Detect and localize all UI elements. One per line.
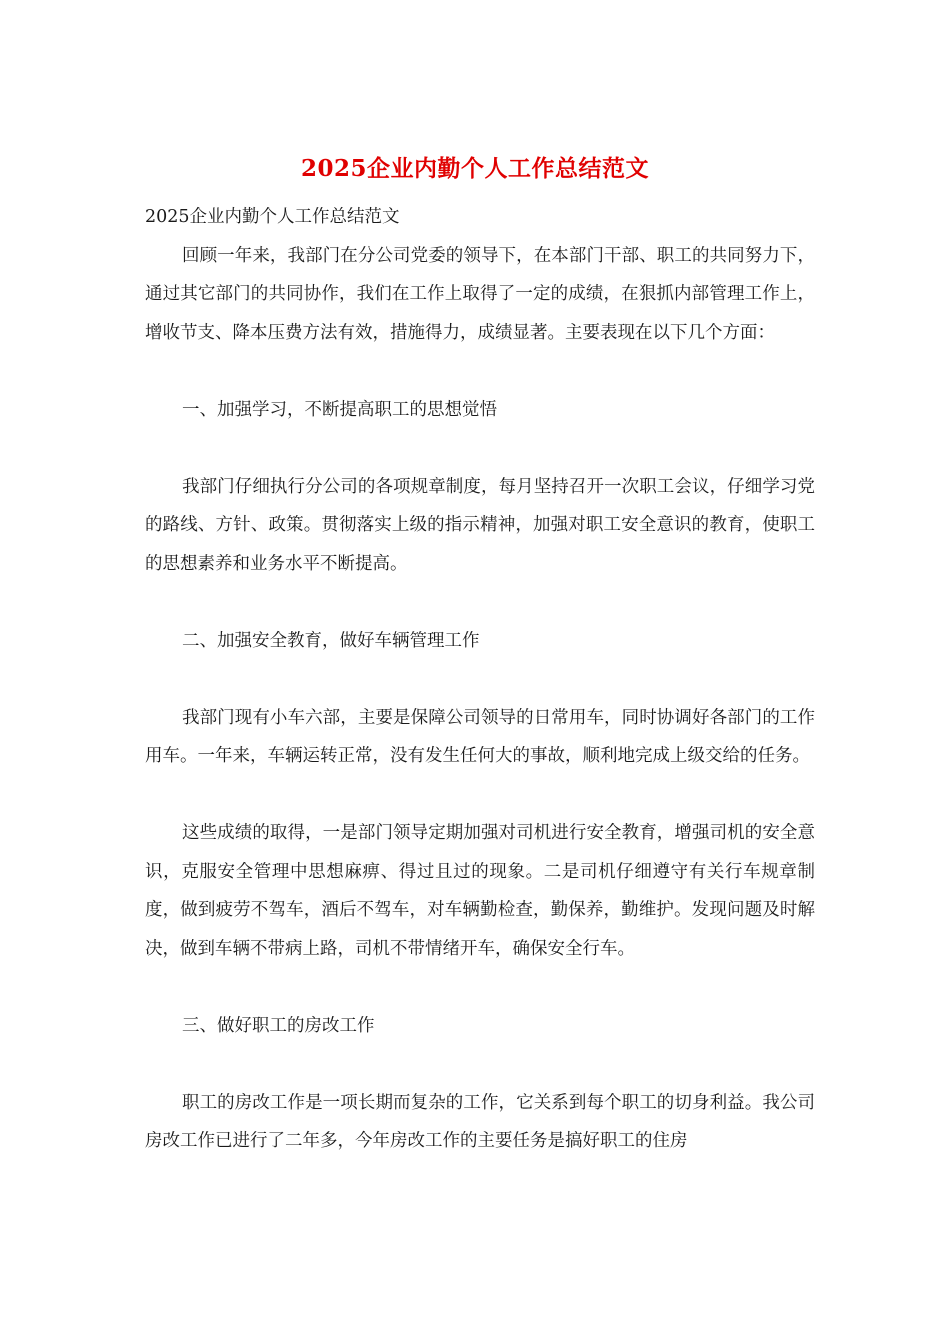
intro-paragraph: 回顾一年来，我部门在分公司党委的领导下，在本部门干部、职工的共同努力下，通过其它部门的共同协作，我们在工作上取得了一定的成绩，在狠抓内部管理工作上，增收节支、降本压费方法有效，措施得力，成绩显著。主要表现在以下几个方面： <box>145 245 815 343</box>
document-title: 2025企业内勤个人工作总结范文 <box>300 155 649 182</box>
spacer <box>145 776 815 815</box>
section-3-paragraph-1: 职工的房改工作是一项长期而复杂的工作，它关系到每个职工的切身利益。我公司房改工作已进行了二年多，今年房改工作的主要任务是搞好职工的住房 <box>145 1092 815 1151</box>
section-heading-1: 一、加强学习，不断提高职工的思想觉悟 <box>182 399 497 420</box>
section-heading-2: 二、加强安全教育，做好车辆管理工作 <box>182 630 480 651</box>
spacer <box>145 1045 815 1084</box>
spacer <box>145 968 815 1007</box>
spacer <box>145 429 815 468</box>
section-2-paragraph-2: 这些成绩的取得，一是部门领导定期加强对司机进行安全教育，增强司机的安全意识，克服安全管理中思想麻痹、得过且过的现象。二是司机仔细遵守有关行车规章制度，做到疲劳不驾车，酒后不驾车，对车辆勤检查，勤保养，勤维护。发现问题及时解决，做到车辆不带病上路，司机不带情绪开车，确保安全行车。 <box>145 823 815 959</box>
section-1-paragraph-1: 我部门仔细执行分公司的各项规章制度，每月坚持召开一次职工会议，仔细学习党的路线、方针、政策。贯彻落实上级的指示精神，加强对职工安全意识的教育，使职工的思想素养和业务水平不断提高。 <box>145 476 815 574</box>
document-body <box>145 198 815 1161</box>
section-2-paragraph-1: 我部门现有小车六部，主要是保障公司领导的日常用车，同时协调好各部门的工作用车。一年来，车辆运转正常，没有发生任何大的事故，顺利地完成上级交给的任务。 <box>145 707 815 766</box>
spacer <box>145 660 815 699</box>
spacer <box>145 583 815 622</box>
document-subtitle: 2025企业内勤个人工作总结范文 <box>145 207 400 227</box>
spacer <box>145 352 815 391</box>
section-heading-3: 三、做好职工的房改工作 <box>182 1015 375 1036</box>
